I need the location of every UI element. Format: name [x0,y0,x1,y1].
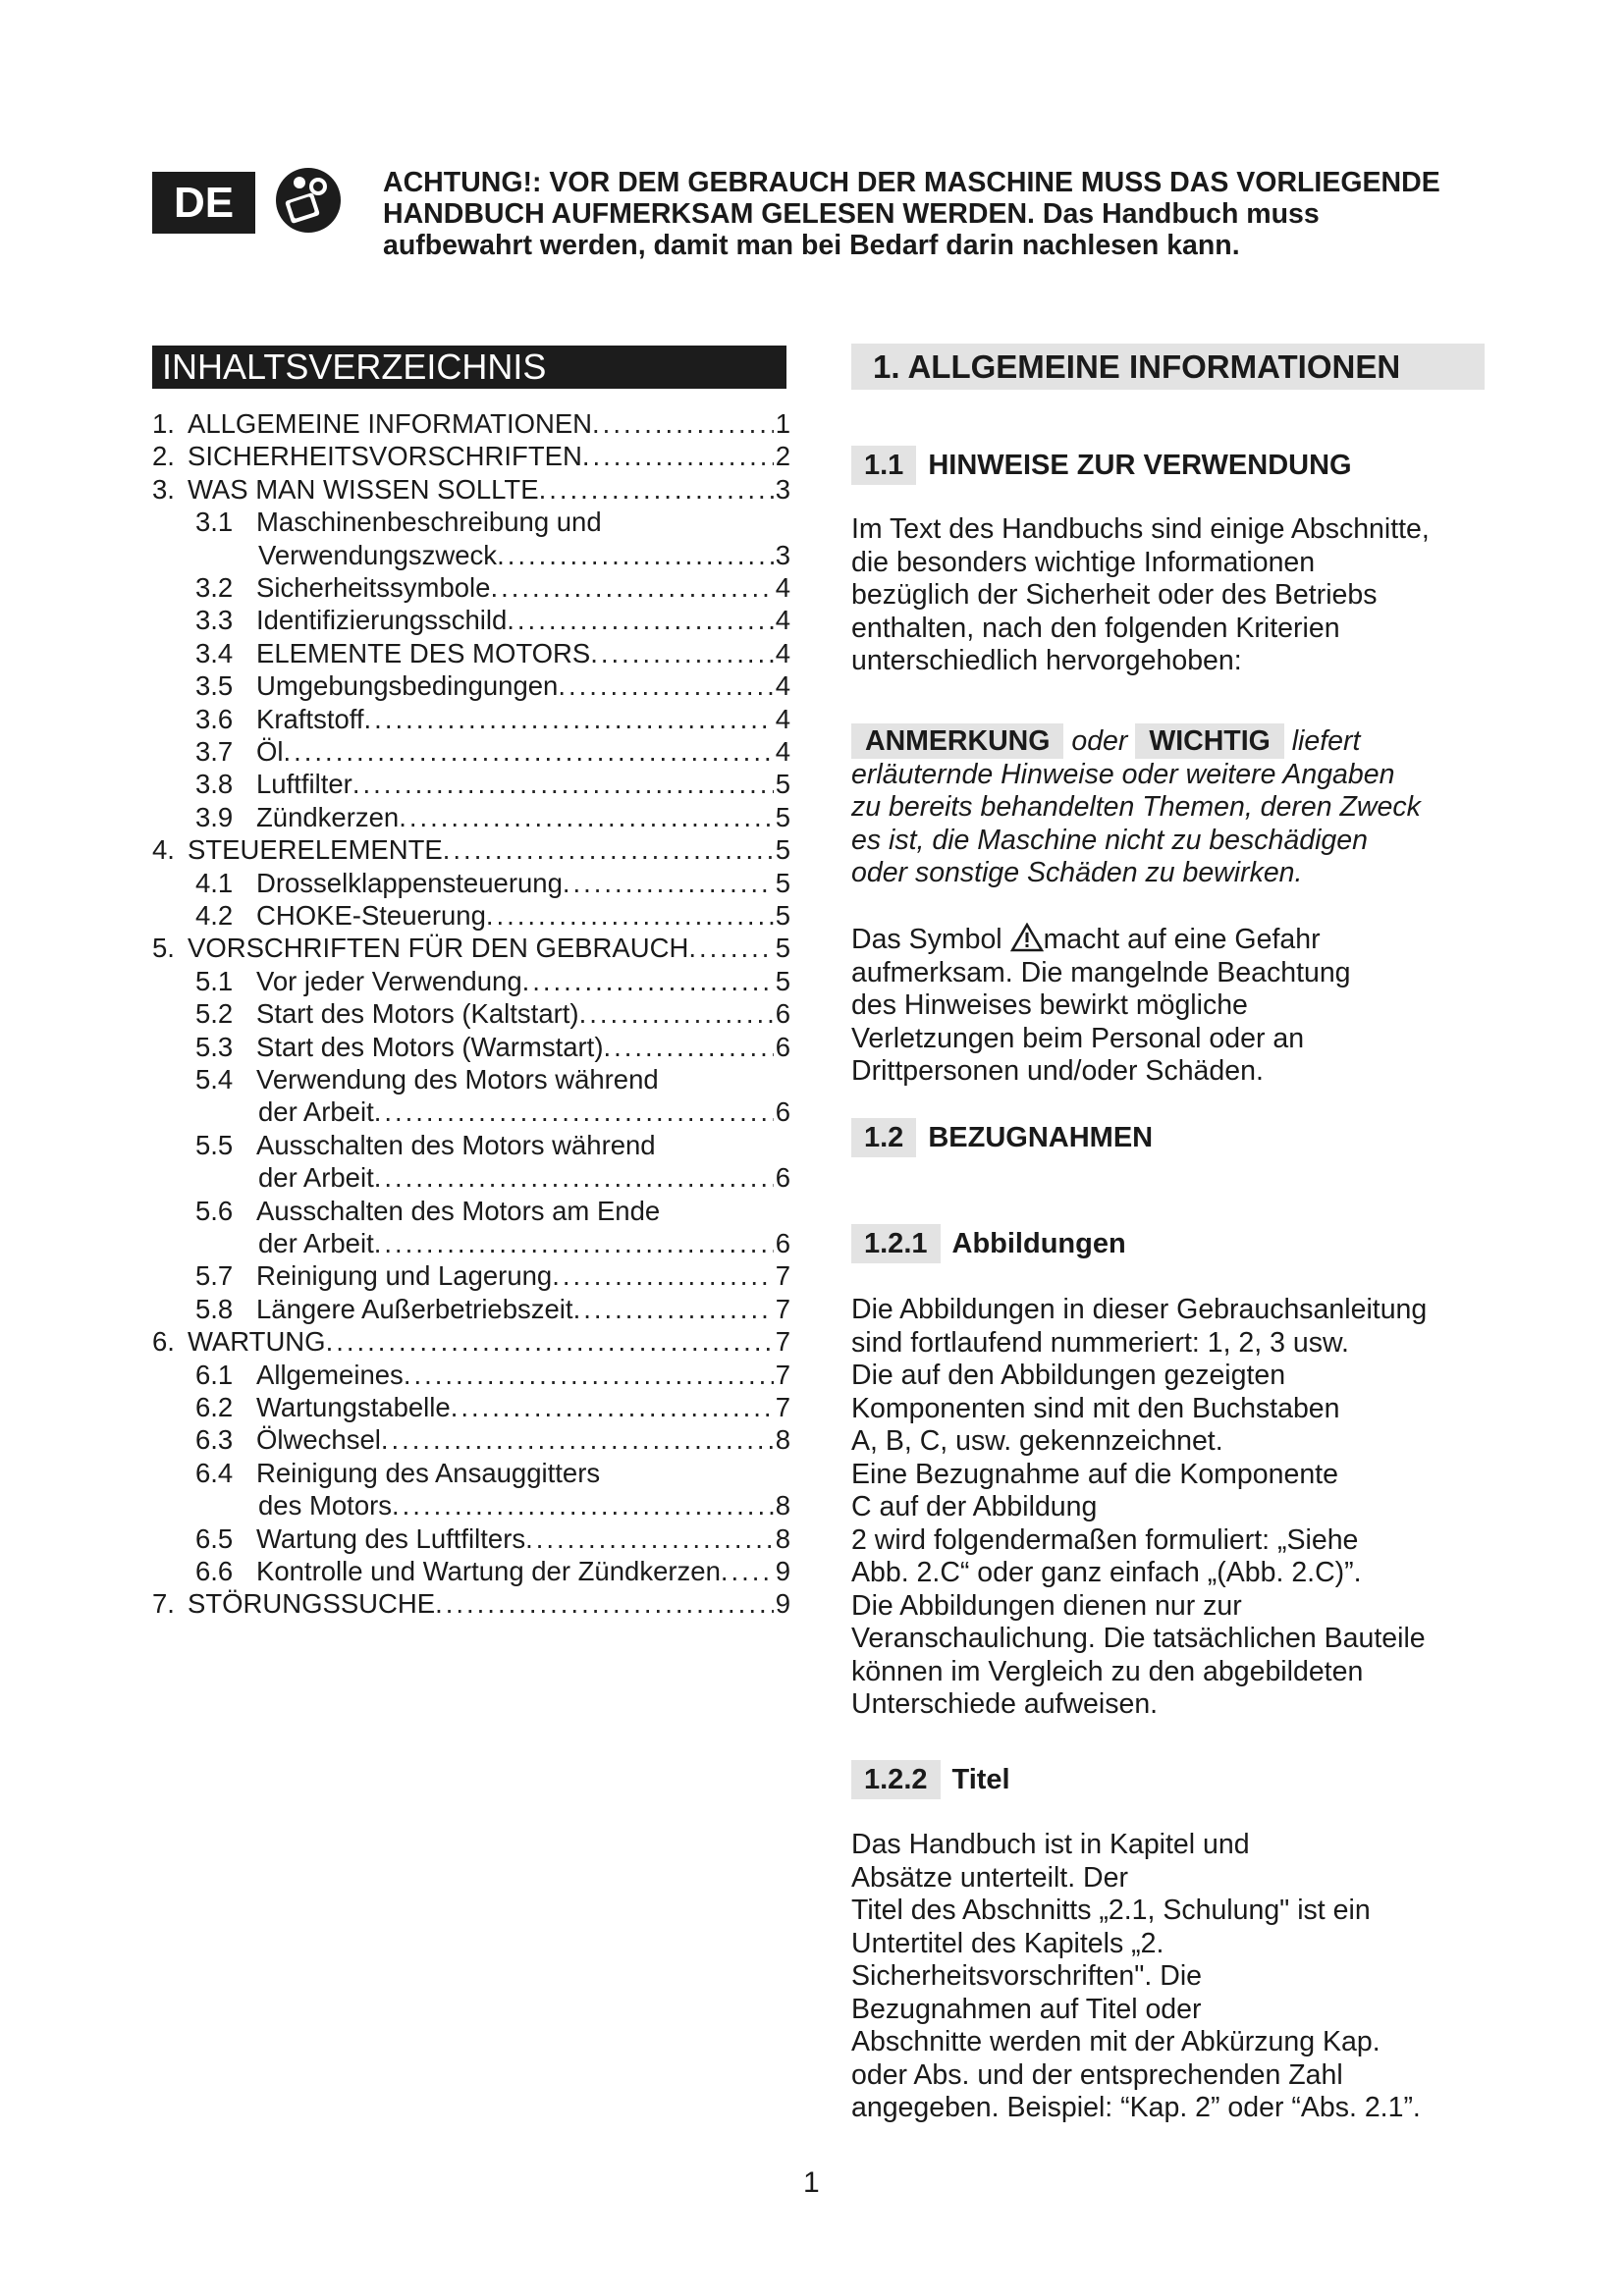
toc-entry [195,703,790,735]
subsection-title: HINWEISE ZUR VERWENDUNG [928,450,1352,481]
toc-entry-page: 4 [775,637,790,668]
toc-leader-dots [443,833,774,866]
toc-leader-dots [374,1227,774,1259]
text-line: die besonders wichtige Informationen [851,546,1316,578]
toc-entry-number: 6.3 [195,1424,234,1456]
paragraph [851,1829,1499,2125]
toc-entry-number: 5. [152,933,175,964]
toc-entry-page: 7 [775,1359,790,1390]
toc-entry [195,637,790,669]
text-line: Abb. 2.C“ oder ganz einfach „(Abb. 2.C)”. [851,1557,1362,1588]
warning-line: HANDBUCH AUFMERKSAM GELESEN WERDEN. Das Handbuch muss [383,198,1320,230]
toc-entry-page: 7 [775,1392,790,1422]
toc-entry [195,1259,790,1292]
paragraph [851,1294,1499,1722]
text-line: enthalten, nach den folgenden Kriterien [851,612,1340,644]
text-line: macht auf eine Gefahr [1043,924,1321,955]
toc-entry-number: 6.6 [195,1556,234,1586]
toc-entry-title: Öl [256,736,284,767]
toc-entry-title: der Arbeit [258,1096,374,1128]
toc-entry-page: 9 [775,1556,790,1586]
note-tag: ANMERKUNG [851,723,1063,759]
toc-entry-number: 5.5 [195,1129,234,1160]
subsection-heading [851,1760,1010,1799]
read-manual-icon [275,167,342,234]
toc-entry [258,1227,790,1259]
toc-entry [258,1489,790,1522]
subsection-number: 1.2.2 [851,1760,941,1799]
toc-leader-dots [558,669,773,702]
toc-leader-dots [525,1522,774,1555]
text-line: C auf der Abbildung [851,1491,1098,1522]
text-line: Sicherheitsvorschriften". Die [851,1960,1203,1992]
toc-entry [152,1587,790,1620]
toc-leader-dots [579,997,774,1030]
toc-entry-page: 3 [775,539,790,570]
text-line: Im Text des Handbuchs sind einige Abschnitte, [851,513,1430,545]
toc-entry [195,1359,790,1391]
toc-leader-dots [392,1489,774,1522]
toc-entry-page: 2 [775,441,790,472]
toc-entry-number: 4.2 [195,900,234,931]
toc-entry-page: 4 [775,605,790,636]
toc-leader-dots [374,1161,774,1194]
text-line: Verletzungen beim Personal oder an [851,1022,1305,1054]
toc-leader-dots [490,571,773,604]
toc-entry-number: 3.6 [195,703,234,734]
subsection-heading [851,1224,1126,1263]
toc-entry [152,473,790,506]
toc-entry-number: 5.8 [195,1293,234,1324]
toc-entry-number: 3.7 [195,736,234,767]
text-line: Eine Bezugnahme auf die Komponente [851,1458,1338,1490]
toc-entry-page: 8 [775,1522,790,1554]
toc-entry [195,735,790,768]
subsection-title: BEZUGNAHMEN [928,1122,1154,1153]
toc-entry [195,1391,790,1423]
toc-entry [152,932,790,964]
toc-entry-page: 1 [775,408,790,439]
text-line: erläuternde Hinweise oder weitere Angaben [851,758,1395,790]
toc-leader-dots [364,703,774,735]
text-line: oder Abs. und der entsprechenden Zahl [851,2058,1343,2091]
toc-leader-dots [507,604,773,636]
toc-leader-dots [486,899,774,932]
subsection-heading [851,1118,1153,1157]
toc-leader-dots [326,1325,774,1358]
toc-entry [195,1555,790,1587]
toc-entry [195,899,790,932]
toc-entry [258,1161,790,1194]
toc-entry-page: 6 [775,1031,790,1062]
toc-entry-number: 5.3 [195,1031,234,1062]
page-number: 1 [803,2166,820,2199]
toc-entry-title: Verwendungszweck [258,539,498,570]
toc-entry-title: Umgebungsbedingungen [256,670,559,702]
toc-entry-page: 4 [775,670,790,702]
toc-entry-number: 6.2 [195,1392,234,1422]
toc-entry-title: STÖRUNGSSUCHE [188,1588,436,1620]
toc-entry-title: der Arbeit [258,1228,374,1258]
toc-entry-number: 3.5 [195,670,234,702]
toc-entry-title: CHOKE-Steuerung [256,900,486,931]
subsection-title: Abbildungen [951,1228,1126,1259]
toc-entry [195,571,790,604]
toc-leader-dots [539,473,774,506]
warning-triangle-icon [1010,923,1044,952]
toc-entry-title: Kontrolle und Wartung der Zündkerzen [256,1556,721,1586]
toc-entry-title: Reinigung und Lagerung [256,1260,553,1292]
toc-leader-dots [721,1555,774,1587]
toc-leader-dots [590,637,773,669]
toc-entry-title: Wartungstabelle [256,1392,451,1422]
toc-entry-title: ALLGEMEINE INFORMATIONEN [188,408,593,439]
toc-entry-title: Sicherheitssymbole [256,572,491,603]
warning-line: aufbewahrt werden, damit man bei Bedarf darin nachlesen kann. [383,230,1240,261]
toc-entry-title: Identifizierungsschild [256,605,508,636]
toc-entry-title: VORSCHRIFTEN FÜR DEN GEBRAUCH [188,933,689,964]
toc-entry [195,669,790,702]
toc-entry-title: ELEMENTE DES MOTORS [256,637,591,668]
toc-entry [195,997,790,1030]
toc-entry [195,1129,790,1161]
subsection-title: Titel [951,1764,1010,1795]
toc-entry-number: 5.1 [195,965,234,996]
toc-entry-number: 5.2 [195,998,234,1030]
subsection-number: 1.2 [851,1118,916,1157]
toc-entry-page: 7 [775,1293,790,1324]
toc-entry-number: 2. [152,441,175,472]
section-heading: 1. ALLGEMEINE INFORMATIONEN [851,344,1485,390]
text-line: A, B, C, usw. gekennzeichnet. [851,1425,1223,1457]
text-line: aufmerksam. Die mangelnde Beachtung [851,956,1351,988]
toc-entry [195,1457,790,1489]
note-text: liefert [1291,725,1361,757]
toc-leader-dots [404,1359,774,1391]
toc-leader-dots [603,1031,773,1063]
toc-entry-page: 7 [775,1326,790,1358]
toc-entry-title: Verwendung des Motors während [256,1064,659,1095]
toc-entry-title: WARTUNG [188,1326,326,1358]
text-line: 2 wird folgendermaßen formuliert: „Siehe [851,1523,1359,1556]
warning-notice [383,167,1502,261]
toc-entry-title: des Motors [258,1490,393,1522]
text-line: Untertitel des Kapitels „2. [851,1927,1164,1959]
text-line: Abschnitte werden mit der Abkürzung Kap. [851,2026,1380,2057]
toc-entry-number: 3.2 [195,572,234,603]
toc-entry [152,407,790,440]
toc-leader-dots [563,867,774,899]
toc-leader-dots [592,407,774,440]
toc-entry-page: 5 [775,801,790,832]
toc-entry [195,1195,790,1227]
paragraph [851,513,1499,678]
toc-entry-number: 1. [152,408,175,439]
toc-entry [195,1063,790,1095]
toc-entry-page: 8 [775,1424,790,1456]
subsection-number: 1.2.1 [851,1224,941,1263]
text-line: zu bereits behandelten Themen, deren Zweck [851,791,1421,823]
text-line: Das Symbol [851,924,1002,955]
toc-entry [195,1031,790,1063]
toc-entry-page: 5 [775,965,790,996]
toc-entry-title: Allgemeines [256,1359,404,1390]
text-line: bezüglich der Sicherheit oder des Betriebs [851,579,1378,611]
toc-entry-page: 6 [775,998,790,1030]
toc-entry-number: 6. [152,1326,175,1358]
note-text: oder [1071,725,1128,757]
toc-entry [152,1325,790,1358]
toc-entry-number: 4. [152,834,175,866]
toc-entry-title: Luftfilter [256,769,352,800]
toc-entry-number: 3.1 [195,507,234,538]
toc-leader-dots [497,539,774,571]
toc-leader-dots [374,1095,774,1128]
toc-entry-title: der Arbeit [258,1162,374,1194]
toc-entry-number: 6.5 [195,1522,234,1554]
language-badge: DE [152,172,255,234]
toc-entry-page: 4 [775,572,790,603]
toc-entry-title: SICHERHEITSVORSCHRIFTEN [188,441,582,472]
toc-entry-page: 7 [775,1260,790,1292]
toc-entry [195,604,790,636]
toc-leader-dots [522,965,774,997]
toc-leader-dots [552,1259,773,1292]
toc-leader-dots [582,440,774,472]
toc-entry-number: 3. [152,473,175,505]
toc-entry-title: Zündkerzen [256,801,400,832]
toc-entry-page: 5 [775,933,790,964]
toc-entry-page: 5 [775,834,790,866]
toc-entry-number: 3.4 [195,637,234,668]
toc-entry [195,1522,790,1555]
toc-entry-number: 7. [152,1588,175,1620]
toc-entry-page: 6 [775,1228,790,1258]
toc-entry-title: Wartung des Luftfilters [256,1522,526,1554]
toc-title: INHALTSVERZEICHNIS [152,346,786,389]
toc-leader-dots [451,1391,774,1423]
subsection-number: 1.1 [851,446,916,485]
toc-entry-page: 4 [775,703,790,734]
toc-leader-dots [399,801,773,833]
important-tag: WICHTIG [1135,723,1283,759]
text-line: sind fortlaufend nummeriert: 1, 2, 3 usw. [851,1326,1349,1359]
text-line: es ist, die Maschine nicht zu beschädigen [851,824,1368,856]
toc-entry-title: Maschinenbeschreibung und [256,507,602,538]
toc-entry-title: Start des Motors (Warmstart) [256,1031,604,1062]
toc-entry [195,965,790,997]
toc-entry-number: 5.4 [195,1064,234,1095]
text-line: des Hinweises bewirkt mögliche [851,989,1248,1021]
toc-entry-title: WAS MAN WISSEN SOLLTE [188,473,539,505]
toc-entry-number: 3.9 [195,801,234,832]
text-line: Absätze unterteilt. Der [851,1861,1128,1894]
toc-entry-title: Reinigung des Ansauggitters [256,1457,601,1488]
paragraph [851,923,1499,1089]
toc-entry-title: Ölwechsel [256,1424,381,1456]
toc-entry [195,768,790,800]
text-line: Die Abbildungen dienen nur zur [851,1589,1242,1622]
text-line: Bezugnahmen auf Titel oder [851,1993,1202,2025]
toc-entry-number: 3.3 [195,605,234,636]
subsection-heading [851,446,1352,485]
text-line: können im Vergleich zu den abgebildeten [851,1655,1364,1687]
toc-entry-page: 5 [775,769,790,800]
toc-entry [152,833,790,866]
text-line: angegeben. Beispiel: “Kap. 2” oder “Abs. 2.1”. [851,2092,1421,2123]
toc-leader-dots [573,1293,774,1325]
text-line: Die auf den Abbildungen gezeigten [851,1360,1286,1391]
toc-entry-number: 5.7 [195,1260,234,1292]
toc-entry [258,539,790,571]
toc-entry-page: 4 [775,736,790,767]
note-paragraph [851,725,1499,890]
toc-leader-dots [284,735,774,768]
toc-entry [195,801,790,833]
toc-entry-title: Kraftstoff [256,703,364,734]
toc-leader-dots [352,768,774,800]
toc-entry [152,440,790,472]
toc-entry-page: 5 [775,867,790,898]
text-line: Das Handbuch ist in Kapitel und [851,1829,1250,1860]
toc-leader-dots [435,1587,774,1620]
toc-entry-page: 6 [775,1162,790,1194]
toc-entry-title: Ausschalten des Motors während [256,1129,656,1160]
toc-entry-number: 5.6 [195,1195,234,1226]
toc-entry-page: 8 [775,1490,790,1522]
toc-entry-number: 6.1 [195,1359,234,1390]
toc-entry-number: 3.8 [195,769,234,800]
toc-entry-title: STEUERELEMENTE [188,834,443,866]
toc-entry-page: 9 [775,1588,790,1620]
toc-entry-title: Vor jeder Verwendung [256,965,522,996]
text-line: oder sonstige Schäden zu bewirken. [851,857,1303,888]
text-line: unterschiedlich hervorgehoben: [851,645,1242,676]
toc-entry-page: 6 [775,1096,790,1128]
text-line: Unterschiede aufweisen. [851,1688,1159,1720]
toc-entry-page: 5 [775,900,790,931]
toc-entry-title: Ausschalten des Motors am Ende [256,1195,661,1226]
text-line: Die Abbildungen in dieser Gebrauchsanleitung [851,1294,1428,1325]
toc-entry [258,1095,790,1128]
warning-line: ACHTUNG!: VOR DEM GEBRAUCH DER MASCHINE MUSS DAS VORLIEGENDE [383,167,1440,198]
toc-entry [195,1423,790,1456]
toc-entry-title: Start des Motors (Kaltstart) [256,998,579,1030]
toc-entry-title: Drosselklappensteuerung [256,867,563,898]
toc-entry [195,867,790,899]
text-line: Veranschaulichung. Die tatsächlichen Bauteile [851,1623,1426,1654]
toc-entry-number: 6.4 [195,1457,234,1488]
toc-entry [195,1293,790,1325]
toc-entry-number: 4.1 [195,867,234,898]
toc-leader-dots [688,932,773,964]
toc-entry-page: 3 [775,473,790,505]
text-line: Titel des Abschnitts „2.1, Schulung" ist ein [851,1895,1371,1926]
toc-entry-title: Längere Außerbetriebszeit [256,1293,573,1324]
text-line: Komponenten sind mit den Buchstaben [851,1392,1340,1424]
toc-leader-dots [381,1423,774,1456]
text-line: Drittpersonen und/oder Schäden. [851,1055,1264,1087]
toc-entry [195,506,790,538]
